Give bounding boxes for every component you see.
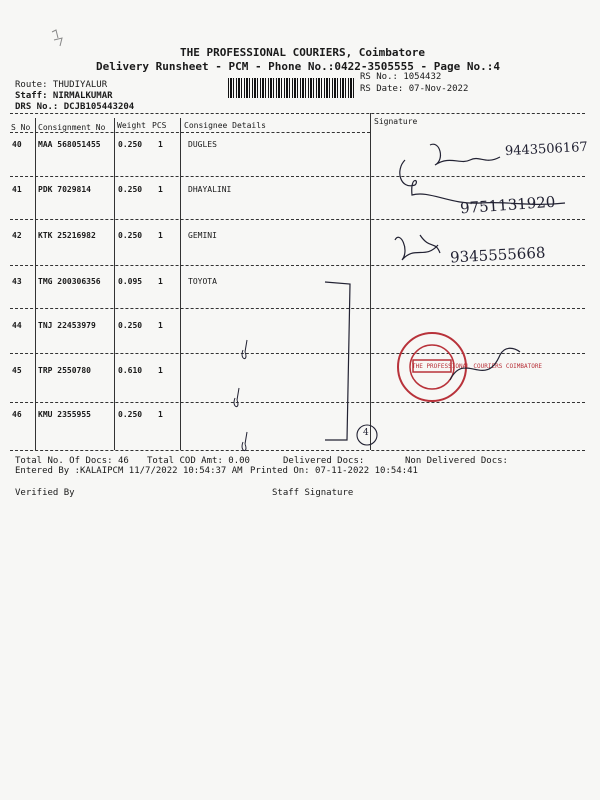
- handwritten-phone-1: 9443506167: [504, 139, 589, 160]
- route-label: Route: THUDIYALUR: [15, 80, 108, 90]
- row-weight: 0.250: [118, 231, 143, 240]
- row-weight: 0.610: [118, 366, 143, 375]
- barcode: [228, 78, 356, 98]
- staff-label: Staff: NIRMALKUMAR: [15, 91, 113, 101]
- total-cod: Total COD Amt: 0.00: [147, 456, 250, 466]
- row-consignment: MAA 568051455: [38, 140, 101, 149]
- row-consignee: TOYOTA: [188, 277, 217, 286]
- row-consignment: KMU 2355955: [38, 410, 91, 419]
- handwritten-count: 4: [363, 428, 369, 438]
- row-sno: 41: [12, 185, 22, 194]
- handwritten-bracket: [225, 270, 395, 460]
- col-weight: Weight: [117, 121, 146, 130]
- row-consignment: TMG 200306356: [38, 277, 101, 286]
- stamp-signature: [445, 340, 525, 400]
- col-consignee: Consignee Details: [184, 121, 266, 130]
- printed-on: Printed On: 07-11-2022 10:54:41: [250, 466, 418, 476]
- rs-date: RS Date: 07-Nov-2022: [360, 84, 469, 94]
- row-consignment: TRP 2550780: [38, 366, 91, 375]
- verified-by: Verified By: [15, 488, 75, 498]
- row-sno: 40: [12, 140, 22, 149]
- header-top-rule: [10, 113, 585, 114]
- pencil-mark-icon: [48, 28, 66, 50]
- row-sno: 44: [12, 321, 22, 330]
- row-weight: 0.250: [118, 140, 143, 149]
- header-bottom-rule: [10, 132, 370, 133]
- row-consignee: DUGLES: [188, 140, 217, 149]
- stamp-text: THE PROFESSIONAL COURIERS COIMBATORE: [412, 363, 543, 370]
- non-delivered-docs: Non Delivered Docs:: [405, 456, 508, 466]
- row-pcs: 1: [158, 185, 163, 194]
- runsheet-title: Delivery Runsheet - PCM - Phone No.:0422-3505555 - Page No.:4: [96, 60, 500, 73]
- row-pcs: 1: [158, 366, 163, 375]
- row-weight: 0.250: [118, 321, 143, 330]
- row-sno: 42: [12, 231, 22, 240]
- row-consignment: PDK 7029814: [38, 185, 91, 194]
- row-sno: 46: [12, 410, 22, 419]
- company-title: THE PROFESSIONAL COURIERS, Coimbatore: [180, 46, 426, 59]
- row-sno: 45: [12, 366, 22, 375]
- col-sno: S No: [11, 123, 31, 132]
- handwritten-phone-2: 9751131920: [459, 192, 556, 218]
- col-consignment: Consignment No: [38, 123, 106, 132]
- total-docs: Total No. Of Docs: 46: [15, 456, 129, 466]
- row-consignment: KTK 25216982: [38, 231, 96, 240]
- row-consignee: GEMINI: [188, 231, 217, 240]
- row-weight: 0.250: [118, 185, 143, 194]
- row-pcs: 1: [158, 277, 163, 286]
- row-sno: 43: [12, 277, 22, 286]
- rs-number: RS No.: 1054432: [360, 72, 442, 82]
- row-pcs: 1: [158, 231, 163, 240]
- entered-by: Entered By :KALAIPCM 11/7/2022 10:54:37 AM: [15, 466, 243, 476]
- row-weight: 0.095: [118, 277, 143, 286]
- drs-number: DRS No.: DCJB105443204: [15, 102, 135, 112]
- row-pcs: 1: [158, 140, 163, 149]
- row-weight: 0.250: [118, 410, 143, 419]
- row-pcs: 1: [158, 410, 163, 419]
- staff-signature: Staff Signature: [272, 488, 354, 498]
- delivered-docs: Delivered Docs:: [283, 456, 365, 466]
- row-consignment: TNJ 22453979: [38, 321, 96, 330]
- col-pcs: PCS: [152, 121, 167, 130]
- row-pcs: 1: [158, 321, 163, 330]
- row-consignee: DHAYALINI: [188, 185, 232, 194]
- col-signature: Signature: [374, 117, 418, 126]
- handwritten-phone-3: 9345555668: [449, 243, 546, 267]
